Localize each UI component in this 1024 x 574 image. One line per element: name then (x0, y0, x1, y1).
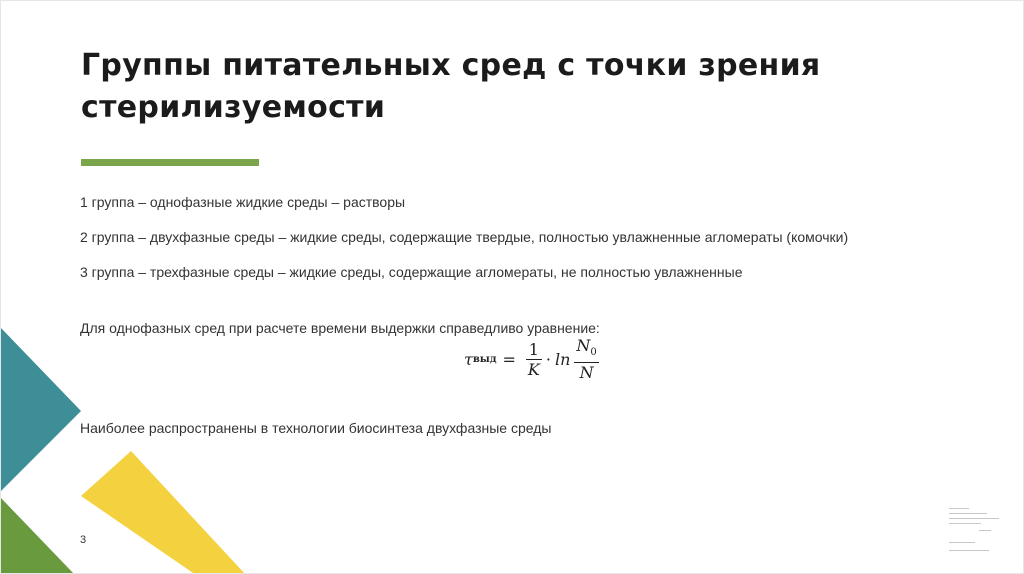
fraction-2-numerator-n: N (576, 336, 591, 355)
slide-title: Группы питательных сред с точки зрения стерилизуемости (81, 48, 821, 125)
formula-intro: Для однофазных сред при расчете времени выдержки справедливо уравнение: (80, 320, 600, 336)
fraction-2-numerator-subscript: 0 (590, 347, 597, 358)
formula-ln: ln (554, 349, 571, 369)
teal-triangle-shape (1, 328, 81, 491)
fraction-2-numerator (574, 336, 598, 362)
group-line-1: 1 группа – однофазные жидкие среды – растворы (80, 194, 406, 210)
group-line-2: 2 группа – двухфазные среды – жидкие среды, содержащие твердые, полностью увлажненные агломераты (комочки) (80, 229, 849, 245)
formula-tau: τ (464, 349, 473, 369)
yellow-band-shape (81, 451, 246, 574)
formula-tau-subscript: выд (472, 353, 497, 365)
fraction-2-denominator: N (579, 363, 594, 382)
formula-dot: · (545, 349, 551, 369)
green-triangle-shape (1, 498, 75, 574)
fraction-1-numerator: 1 (528, 339, 539, 359)
watermark-logo (949, 504, 999, 554)
page-number: 3 (80, 534, 87, 546)
conclusion-text: Наиболее распространены в технологии биосинтеза двухфазные среды (80, 420, 552, 436)
group-list (80, 193, 980, 298)
formula-fraction-1 (526, 340, 542, 379)
formula-equals: = (502, 349, 516, 369)
formula-fraction-2 (574, 336, 598, 382)
holding-time-formula (464, 337, 603, 381)
fraction-1-denominator: K (527, 359, 540, 379)
group-line-3: 3 группа – трехфазные среды – жидкие среды, содержащие агломераты, не полностью увлажненные (80, 264, 743, 280)
title-underline (81, 159, 259, 166)
